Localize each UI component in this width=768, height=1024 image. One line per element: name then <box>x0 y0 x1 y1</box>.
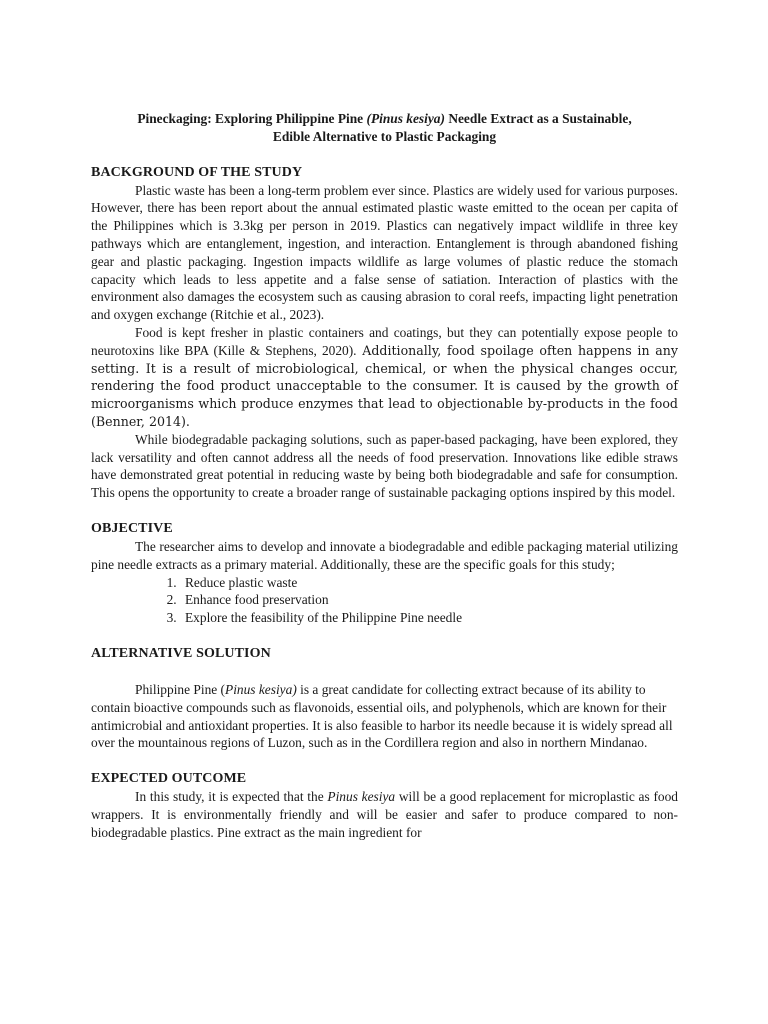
outcome-paragraph <box>91 788 678 841</box>
background-paragraph-2-part-b: Additionally, food spoilage often happens in any setting. It is a result of microbiological, chemical, or when the physical changes occur, rendering the food product unacceptable to the consumer. It is caused by the growth of microorganisms which produce enzymes that lead to objectionable by-products in the food (Benner, 2014). <box>91 342 678 429</box>
outcome-species-name: Pinus kesiya <box>327 789 396 805</box>
outcome-part-a: In this study, it is expected that the <box>135 789 328 805</box>
title-part-2: Needle Extract as a Sustainable, <box>444 111 632 126</box>
goal-item: 3. Explore the feasibility of the Philippine Pine needle <box>180 609 678 627</box>
goal-item: 2. Enhance food preservation <box>180 591 678 609</box>
alternative-paragraph <box>91 681 678 752</box>
title-species-name: (Pinus kesiya) <box>366 111 445 126</box>
section-heading-objective: OBJECTIVE <box>91 520 173 536</box>
section-heading-outcome: EXPECTED OUTCOME <box>91 771 247 787</box>
background-paragraph-3: While biodegradable packaging solutions, such as paper-based packaging, have been explored, they lack versatility and often cannot address all the needs of food preservation. Innovations like edible straws have demonstrated great potential in reducing waste by being both biodegradable and safe for consumption. This opens the opportunity to create a broader range of sustainable packaging options inspired by this model. <box>91 431 678 501</box>
alternative-part-b: is a great candidate for collecting extract because of its ability to contain bioactive compounds such as flavonoids, essential oils, and polyphenols, which are known for their antimicrobial and antioxidant properties. It is also feasible to harbor its needle because it is widely spread all over the mountainous regions of Luzon, such as in the Cordillera region and also in northern Mindanao. <box>91 681 673 751</box>
background-paragraph-2-part-a: Food is kept fresher in plastic containers and coatings, but they can potentially expose people to neurotoxins like BPA (Kille & Stephens, 2020). <box>91 324 678 358</box>
outcome-part-b: will be a good replacement for microplastic as food wrappers. It is environmentally friendly and will be easier and safer to produce compared to non-biodegradable plastics. Pine extract as the main ingredient for <box>91 789 679 840</box>
document-body <box>91 110 678 842</box>
title-line-2: Edible Alternative to Plastic Packaging <box>272 128 497 144</box>
alternative-species-name: Pinus kesiya) <box>225 681 297 697</box>
objective-paragraph: The researcher aims to develop and innovate a biodegradable and edible packaging material utilizing pine needle extracts as a primary material. Additionally, these are the specific goals for this study; <box>91 538 678 572</box>
background-paragraph-1: Plastic waste has been a long-term problem ever since. Plastics are widely used for various purposes. However, there has been report about the annual estimated plastic waste emitted to the ocean per capita of the Philippines which is 3.3kg per person in 2019. Plastics can negatively impact wildlife in three key pathways which are entanglement, ingestion, and interaction. Entanglement is through abandoned fishing gear and plastic packaging. Ingestion impacts wildlife as large volumes of plastic reduce the stomach capacity which leads to less appetite and a false sense of satiation. Interaction of plastics with the environment also damages the ecosystem such as causing abrasion to coral reefs, impacting light penetration and oxygen exchange (Ritchie et al., 2023). <box>91 182 678 323</box>
background-paragraph-2 <box>91 324 678 431</box>
goals-list <box>91 574 678 627</box>
alternative-part-a: Philippine Pine ( <box>135 681 226 697</box>
section-heading-background: BACKGROUND OF THE STUDY <box>91 164 303 180</box>
goal-item: 1. Reduce plastic waste <box>180 574 678 592</box>
document-title <box>91 110 678 146</box>
title-part-1: Pineckaging: Exploring Philippine Pine <box>137 111 367 126</box>
section-heading-alternative: ALTERNATIVE SOLUTION <box>91 645 271 661</box>
